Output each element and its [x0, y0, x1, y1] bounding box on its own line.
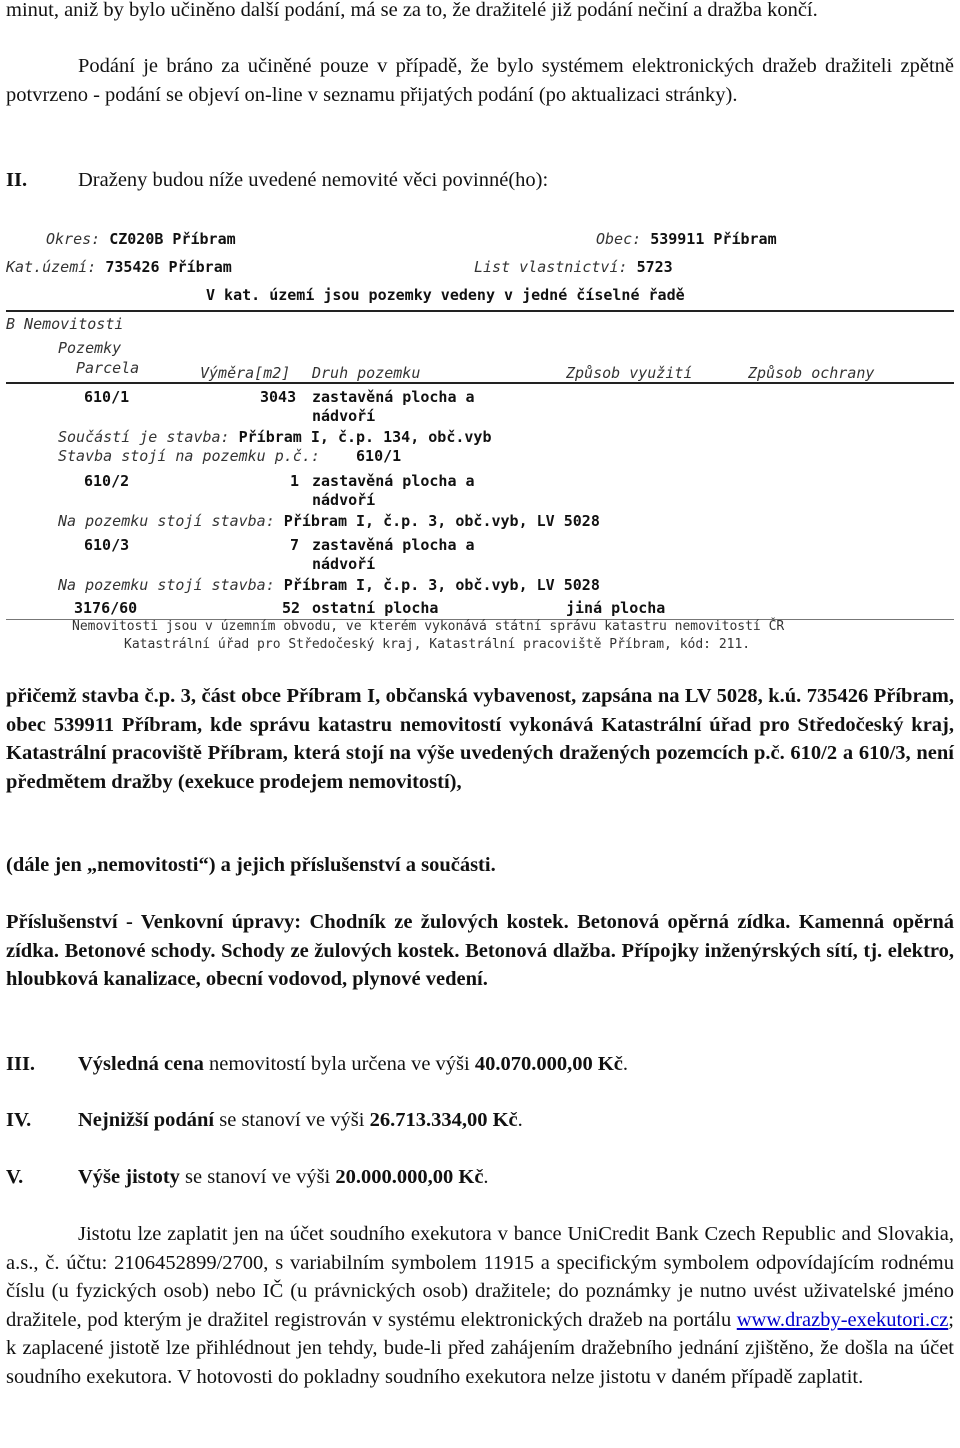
katuzemi-row — [6, 258, 232, 276]
section-4-number: IV. — [6, 1109, 32, 1131]
pozemky-label: Pozemky — [58, 339, 122, 357]
row-note-label: Součástí je stavba: — [58, 428, 230, 446]
parcela-cell: 610/1 — [84, 388, 130, 406]
obec-row — [596, 230, 777, 248]
section-2-number: II. — [6, 169, 28, 191]
row-note-label: Na pozemku stojí stavba: — [58, 576, 275, 594]
prislusenstvi-paragraph: Příslušenství - Venkovní úpravy: Chodník ze žulových kostek. Betonová opěrná zídka. Kamenná opěrná zídka. Betonové schody. Schody ze žulových kostek. Betonová dlažba. Přípojky inženýrských sítí, tj. elektro, hloubková kanalizace, obecní vodovod, plynové vedení. — [6, 911, 954, 990]
divider — [6, 382, 954, 384]
cadastre-notice: V kat. území jsou pozemky vedeny v jedné číselné řadě — [206, 286, 685, 304]
col-druh: Druh pozemku — [312, 364, 421, 382]
cadastre-footer-2: Katastrální úřad pro Středočeský kraj, Katastrální pracoviště Příbram, kód: 211. — [124, 637, 751, 652]
row-note — [58, 576, 600, 594]
druh-cell: zastavěná plocha a — [312, 472, 475, 490]
section-5-end: . — [483, 1166, 489, 1188]
divider — [6, 310, 954, 312]
excluded-building-paragraph: přičemž stavba č.p. 3, část obce Příbram I, občanská vybavenost, zapsána na LV 5028, k.ú. 735426 Příbram, obec 539911 Příbram, kde správu katastru nemovitostí vykonává Katastrální úřad pro Středočeský kraj, Katastrální pracoviště Příbram, která stojí na výše uvedených dražených pozemcích p.č. 610/2 a 610/3, není předmětem dražby (exekuce prodejem nemovitostí), — [6, 685, 954, 793]
okres-row — [46, 230, 236, 248]
druh-cell: zastavěná plocha a — [312, 536, 475, 554]
section-4-amount: 26.713.334,00 Kč — [369, 1109, 518, 1131]
row-note — [58, 512, 600, 530]
zpusob-cell: jiná plocha — [566, 599, 666, 617]
row-note-value: Příbram I, č.p. 3, obč.vyb, LV 5028 — [283, 512, 600, 530]
lv-row — [474, 258, 673, 276]
section-3-number: III. — [6, 1053, 36, 1075]
section-4-end: . — [517, 1109, 523, 1131]
section-5-number: V. — [6, 1166, 24, 1188]
intro-continuation: minut, aniž by bylo učiněno další podání, má se za to, že dražitelé již podání nečiní a dražba končí. — [6, 0, 818, 21]
section-5-amount: 20.000.000,00 Kč — [335, 1166, 484, 1188]
katuzemi-value: 735426 Příbram — [105, 258, 232, 276]
okres-value: CZ020B Příbram — [109, 230, 236, 248]
druh-cell-2: nádvoří — [312, 491, 376, 509]
lv-label: List vlastnictví: — [474, 258, 628, 276]
section-2-text: Draženy budou níže uvedené nemovité věci povinné(ho): — [78, 169, 549, 191]
cadastre-footer-1: Nemovitosti jsou v územním obvodu, ve kterém vykonává státní správu katastru nemovitostí ČR — [72, 619, 785, 634]
section-3-amount: 40.070.000,00 Kč — [474, 1053, 623, 1075]
druh-cell-2: nádvoří — [312, 555, 376, 573]
lv-value: 5723 — [636, 258, 673, 276]
obec-label: Obec: — [596, 230, 642, 248]
druh-cell: zastavěná plocha a — [312, 388, 475, 406]
parcela-cell: 3176/60 — [74, 599, 138, 617]
section-3-text: nemovitostí byla určena ve výši — [203, 1053, 475, 1075]
vymera-cell: 7 — [290, 536, 300, 554]
jistota-paragraph — [6, 1220, 954, 1391]
jistota-text-2: ; k zaplacené jistotě lze přihlédnout jen tehdy, bude-li před zahájením dražebního jednání zjištěno, že došla na účet soudního exekutora. V hotovosti do pokladny soudního exekutora nelze jistotu v daném případě zaplatit. — [6, 1308, 954, 1388]
parcela-cell: 610/3 — [84, 536, 130, 554]
col-vymera: Výměra[m2] — [200, 364, 291, 382]
row-note-label: Na pozemku stojí stavba: — [58, 512, 275, 530]
section-3-end: . — [622, 1053, 629, 1075]
vymera-cell: 3043 — [260, 388, 297, 406]
section-4-text: se stanoví ve výši — [214, 1109, 370, 1131]
druh-cell: ostatní plocha — [312, 599, 439, 617]
section-3 — [6, 1050, 954, 1079]
col-zpusob: Způsob využití — [566, 364, 693, 382]
parcela-cell: 610/2 — [84, 472, 130, 490]
row-note-value: Příbram I, č.p. 134, obč.vyb — [238, 428, 492, 446]
section-3-label: Výsledná cena — [78, 1053, 204, 1075]
vymera-cell: 52 — [282, 599, 301, 617]
row-note — [58, 447, 401, 465]
col-parcela: Parcela — [76, 359, 140, 377]
row-note-value: 610/1 — [356, 447, 402, 465]
obec-value: 539911 Příbram — [650, 230, 777, 248]
katuzemi-label: Kat.území: — [6, 258, 97, 276]
section-5-label: Výše jistoty — [78, 1166, 180, 1188]
intro-paragraph: Podání je bráno za učiněné pouze v případě, že bylo systémem elektronických dražeb dražiteli zpětně potvrzeno - podání se objeví on-line v seznamu přijatých podání (po aktualizaci stránky). — [6, 55, 954, 106]
b-header: B Nemovitosti — [6, 315, 124, 333]
section-5 — [6, 1163, 954, 1192]
section-4-label: Nejnižší podání — [78, 1109, 215, 1131]
col-ochrana: Způsob ochrany — [748, 364, 875, 382]
vymera-cell: 1 — [290, 472, 300, 490]
section-2 — [6, 166, 954, 195]
dale-jen-line: (dále jen „nemovitosti“) a jejich příslušenství a součásti. — [6, 854, 496, 876]
row-note-value: Příbram I, č.p. 3, obč.vyb, LV 5028 — [283, 576, 600, 594]
section-4 — [6, 1106, 954, 1135]
druh-cell-2: nádvoří — [312, 407, 376, 425]
row-note-label: Stavba stojí na pozemku p.č.: — [58, 447, 320, 465]
okres-label: Okres: — [46, 230, 101, 248]
jistota-text-1: Jistotu lze zaplatit jen na účet soudního exekutora v bance UniCredit Bank Czech Republic and Slovakia, a.s., č. účtu: 2106452899/2700, s variabilním symbolem 11915 a specifickým symbolem odpovídajícím rodnému číslu (u fyzických osob) nebo IČ (u právnických osob) dražitele; do poznámky je nutno uvést uživatelské jméno dražitele, pod kterým je dražitel registrován v systému elektronických dražeb na portálu — [6, 1223, 954, 1331]
row-note — [58, 428, 492, 446]
section-5-text: se stanoví ve výši — [179, 1166, 336, 1188]
drazby-portal-link[interactable]: www.drazby-exekutori.cz — [736, 1308, 949, 1331]
